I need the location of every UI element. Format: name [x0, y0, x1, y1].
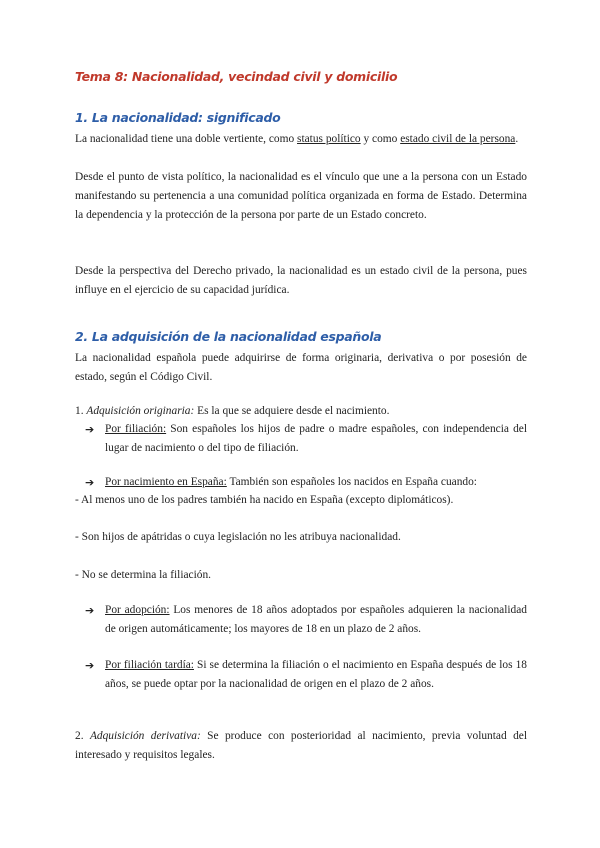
adopcion-label: Por adopción: [105, 604, 170, 616]
nacimiento-text: También son españoles los nacidos en España cuando: [226, 476, 477, 488]
bullet-filiacion [85, 420, 527, 458]
arrow-icon: ➔ [85, 659, 95, 672]
dash-item-2: - Son hijos de apátridas o cuya legislación no les atribuya nacionalidad. [75, 531, 401, 543]
adopcion-text: Los menores de 18 años adoptados por españoles adquieren la nacionalidad de origen automáticamente; los mayores de 18 en un plazo de 2 años. [105, 604, 527, 635]
originaria-heading-line [75, 402, 389, 421]
document-title: Tema 8: Nacionalidad, vecindad civil y domicilio [75, 69, 398, 84]
section-1-paragraph-1: Desde el punto de vista político, la nacionalidad es el vínculo que une a la persona con un Estado manifestando su pertenencia a una comunidad política organizada en forma de Estado. Determina la dependencia y la protección de la persona por parte de un Estado concreto. [75, 171, 527, 221]
bullet-nacimiento [85, 473, 527, 492]
originaria-text: Es la que se adquiere desde el nacimiento. [194, 405, 390, 417]
section-2-heading: 2. La adquisición de la nacionalidad española [75, 329, 382, 344]
dash-item-3: - No se determina la filiación. [75, 569, 212, 581]
arrow-icon: ➔ [85, 476, 95, 489]
intro-text: . [515, 133, 519, 145]
bullet-filiacion-tardia [85, 656, 527, 694]
section-1-paragraph-2: Desde la perspectiva del Derecho privado, la nacionalidad es un estado civil de la persona, pues influye en el ejercicio de su capacidad jurídica. [75, 265, 527, 296]
item-number: 2. [75, 730, 90, 742]
filiacion-label: Por filiación: [105, 423, 167, 435]
originaria-label: Adquisición originaria: [86, 405, 195, 417]
derivativa-label: Adquisición derivativa: [89, 730, 201, 742]
dash-item-1: - Al menos uno de los padres también ha nacido en España (excepto diplomáticos). [75, 494, 454, 506]
section-1-intro [75, 130, 527, 149]
item-number: 1. [75, 405, 87, 417]
filiacion-text: Son españoles los hijos de padre o madre españoles, con independencia del lugar de nacimiento o del tipo de filiación. [105, 423, 527, 454]
estado-civil-term: estado civil de la persona [400, 133, 516, 145]
filiacion-tardia-label: Por filiación tardía: [105, 659, 194, 671]
status-politico-term: status político [297, 133, 361, 145]
derivativa-text: Se produce con posterioridad al nacimiento, previa voluntad del interesado y requisitos legales. [75, 730, 527, 761]
section-1-heading: 1. La nacionalidad: significado [75, 110, 281, 125]
bullet-adopcion [85, 601, 527, 639]
arrow-icon: ➔ [85, 423, 95, 436]
filiacion-tardia-text: Si se determina la filiación o el nacimiento en España después de los 18 años, se puede optar por la nacionalidad de origen en el plazo de 2 años. [105, 659, 527, 690]
arrow-icon: ➔ [85, 604, 95, 617]
section-2-intro: La nacionalidad española puede adquirirse de forma originaria, derivativa o por posesión de estado, según el Código Civil. [75, 352, 527, 383]
intro-text: y como [360, 133, 401, 145]
intro-text: La nacionalidad tiene una doble vertiente, como [75, 133, 298, 145]
derivativa-paragraph [75, 727, 527, 765]
nacimiento-label: Por nacimiento en España: [105, 476, 227, 488]
